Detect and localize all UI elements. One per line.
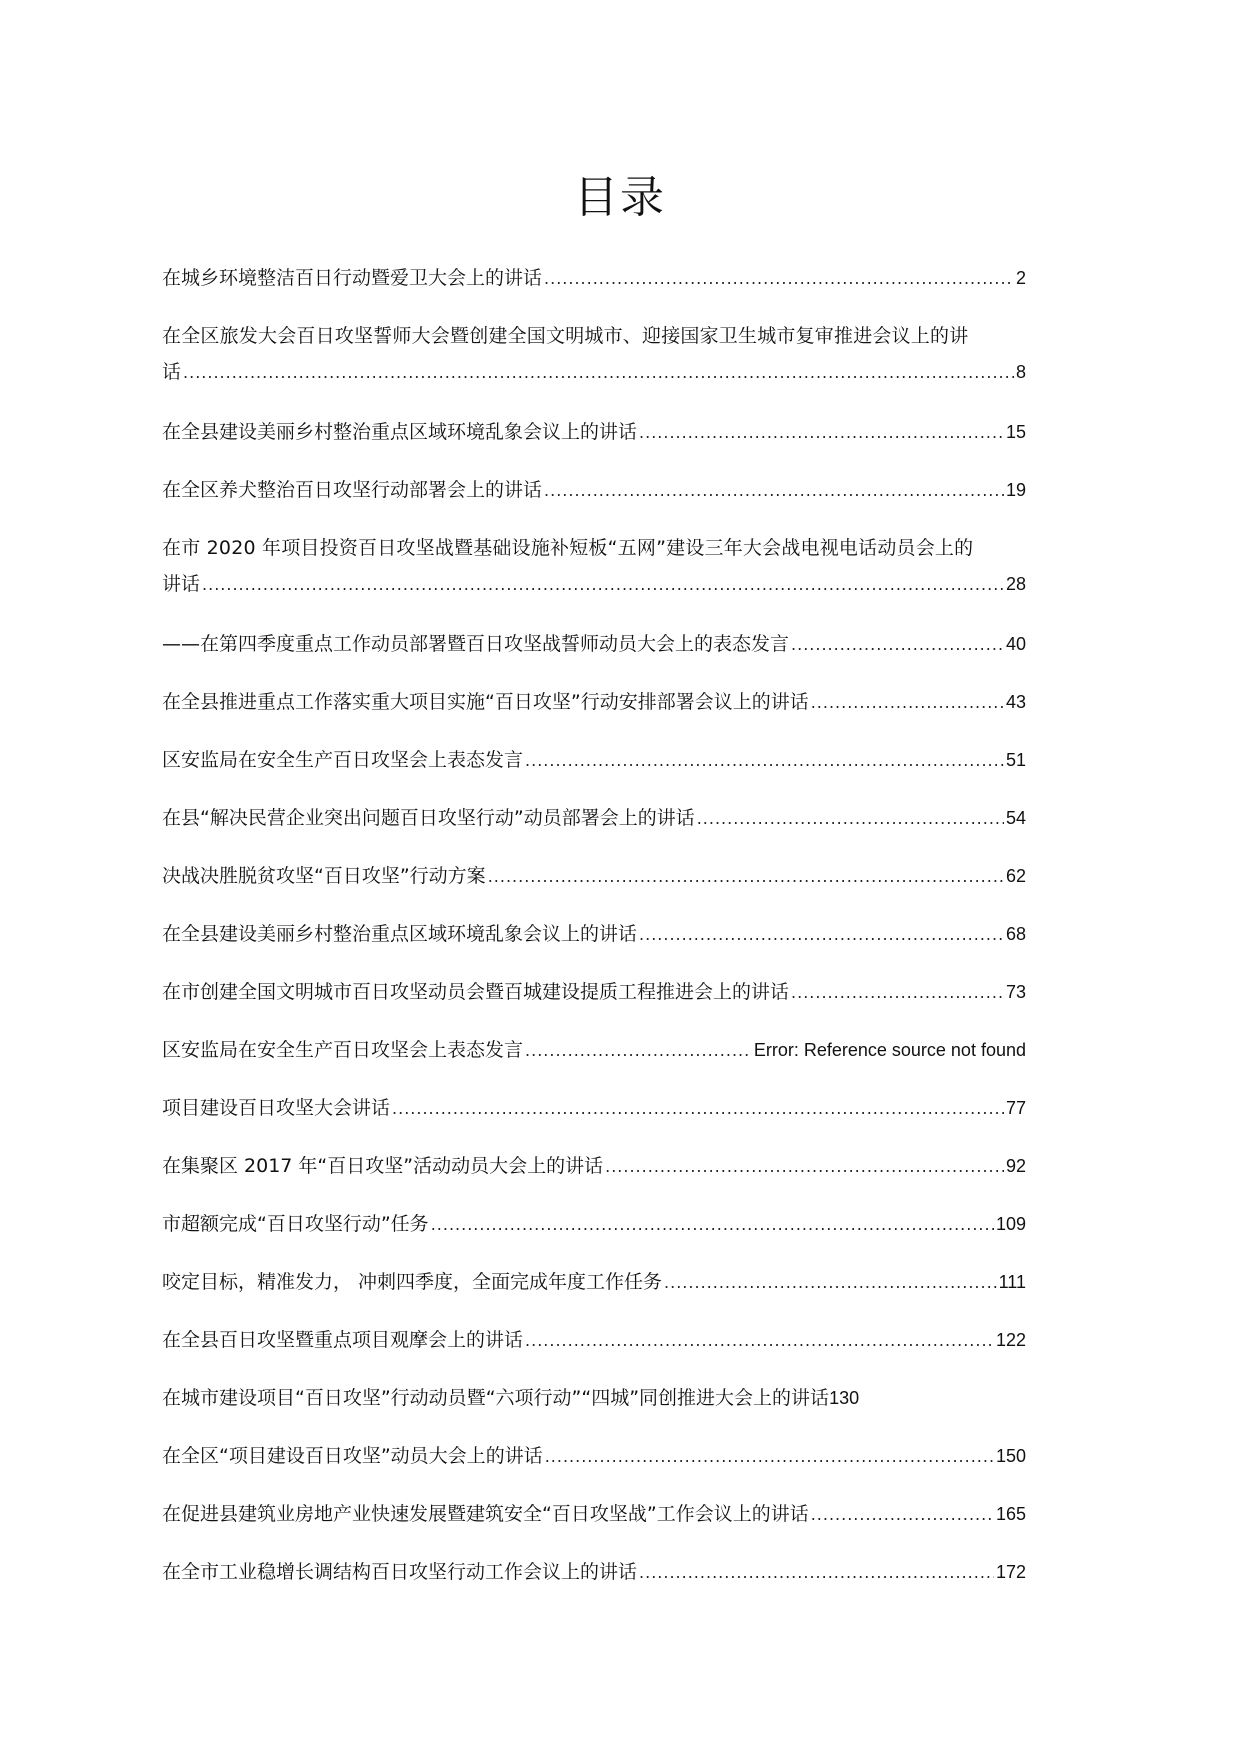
toc-entry-title: 市超额完成“百日攻坚行动”任务 — [162, 1213, 429, 1235]
toc-entry-title: 项目建设百日攻坚大会讲话 — [162, 1097, 391, 1119]
toc-entry-title: 在全县推进重点工作落实重大项目实施“百日攻坚”行动安排部署会议上的讲话 — [162, 691, 809, 713]
dot-leader — [639, 919, 1004, 951]
table-of-contents — [162, 262, 1026, 1614]
dot-leader — [488, 861, 1004, 893]
dot-leader — [811, 1499, 994, 1531]
toc-entry[interactable] — [162, 1092, 1026, 1124]
dot-leader — [664, 1267, 997, 1299]
dot-leader — [639, 1557, 994, 1589]
toc-entry[interactable] — [162, 1034, 1026, 1066]
toc-page-number: 172 — [995, 1562, 1026, 1582]
toc-entry-title-line2: 话 — [162, 361, 182, 383]
toc-entry-title-part: 在全市工业稳增长调结构百日攻坚行动 — [162, 1561, 486, 1583]
dot-leader — [791, 629, 1004, 661]
toc-entry[interactable] — [162, 744, 1026, 776]
toc-entry-title-line1: 在市 2020 年项目投资百日攻坚战暨基础设施补短板“五网”建设三年大会战电视电话动员会上的 — [162, 537, 974, 559]
toc-entry-title-line2: 讲话 — [162, 573, 201, 595]
toc-entry[interactable] — [162, 1150, 1026, 1182]
toc-page-number: 111 — [998, 1272, 1026, 1292]
dot-leader — [525, 1035, 752, 1067]
toc-page-number: 92 — [1005, 1156, 1026, 1176]
toc-entry-title: 在全县百日攻坚暨重点项目观摩会上的讲话 — [162, 1329, 524, 1351]
toc-entry-title: 在集聚区 2017 年“百日攻坚”活动动员大会上的讲话 — [162, 1155, 604, 1177]
toc-entry-title: 区安监局在安全生产百日攻坚会上表态发言 — [162, 1039, 524, 1061]
toc-page-number: 51 — [1005, 750, 1026, 770]
toc-page-number: 15 — [1005, 422, 1026, 442]
toc-entry-title: 在县“解决民营企业突出问题百日攻坚行动”动员部署会上的讲话 — [162, 807, 695, 829]
dot-leader — [545, 1441, 994, 1473]
toc-entry-title: 在市创建全国文明城市百日攻坚动员会暨百城建设提质工程推进会上的讲话 — [162, 981, 790, 1003]
toc-page-number: 130 — [829, 1388, 860, 1408]
dot-leader — [392, 1093, 1004, 1125]
toc-entry[interactable] — [162, 976, 1026, 1008]
dot-leader — [202, 569, 1004, 601]
toc-entry[interactable] — [162, 802, 1026, 834]
toc-page-number: 62 — [1005, 866, 1026, 886]
toc-page-number: 54 — [1005, 808, 1026, 828]
toc-entry[interactable] — [162, 1498, 1026, 1530]
toc-entry[interactable] — [162, 262, 1026, 294]
toc-page-number: 40 — [1005, 634, 1026, 654]
toc-entry[interactable] — [162, 1324, 1026, 1356]
toc-page-number: 73 — [1005, 982, 1026, 1002]
dot-leader — [431, 1209, 994, 1241]
toc-entry[interactable] — [162, 1440, 1026, 1472]
toc-entry[interactable] — [162, 628, 1026, 660]
toc-page-number: 8 — [1015, 362, 1026, 382]
toc-entry[interactable] — [162, 860, 1026, 892]
toc-entry[interactable] — [162, 320, 1026, 388]
toc-entry[interactable] — [162, 1382, 1026, 1414]
dot-leader — [544, 263, 1014, 295]
toc-page-number: 28 — [1005, 574, 1026, 594]
toc-entry[interactable] — [162, 532, 1026, 600]
dot-leader — [525, 745, 1004, 777]
toc-entry[interactable] — [162, 918, 1026, 950]
toc-entry[interactable] — [162, 474, 1026, 506]
toc-page-reference-error: Error: Reference source not found — [753, 1040, 1026, 1060]
page-title: 目录 — [574, 172, 666, 223]
toc-page-number: 165 — [995, 1504, 1026, 1524]
toc-page-number: 150 — [995, 1446, 1026, 1466]
toc-entry-title: ——在第四季度重点工作动员部署暨百日攻坚战誓师动员大会上的表态发言 — [162, 633, 790, 655]
toc-page-number: 122 — [995, 1330, 1026, 1350]
toc-entry-title: 在全区养犬整治百日攻坚行动部署会上的讲话 — [162, 479, 543, 501]
toc-entry-title: 在促进县建筑业房地产业快速发展暨建筑安全“百日攻坚战”工作会议上的讲话 — [162, 1503, 809, 1525]
dot-leader — [525, 1325, 994, 1357]
dot-leader — [811, 687, 1004, 719]
toc-entry-title-line1: 在全区旅发大会百日攻坚誓师大会暨创建全国文明城市、迎接国家卫生城市复审推进会议上的讲 — [162, 325, 969, 347]
dot-leader — [605, 1151, 1004, 1183]
toc-entry[interactable] — [162, 1556, 1026, 1588]
toc-entry[interactable] — [162, 1208, 1026, 1240]
toc-page-number: 68 — [1005, 924, 1026, 944]
toc-entry-title: 决战决胜脱贫攻坚“百日攻坚”行动方案 — [162, 865, 486, 887]
toc-page-number: 2 — [1015, 268, 1026, 288]
dot-leader — [791, 977, 1004, 1009]
toc-entry-title: 在全区“项目建设百日攻坚”动员大会上的讲话 — [162, 1445, 543, 1467]
toc-page-number: 43 — [1005, 692, 1026, 712]
toc-entry[interactable] — [162, 686, 1026, 718]
dot-leader — [544, 475, 1004, 507]
toc-entry-title: 在城市建设项目“百日攻坚”行动动员暨“六项行动”“四城”同创推进大会上的讲话 — [162, 1387, 830, 1409]
toc-page-number: 109 — [995, 1214, 1026, 1234]
dot-leader — [183, 357, 1014, 389]
toc-entry-title-part: 工作会议上的讲话 — [485, 1562, 638, 1583]
toc-entry-title: 在城乡环境整洁百日行动暨爱卫大会上的讲话 — [162, 267, 543, 289]
toc-entry[interactable] — [162, 1266, 1026, 1298]
toc-entry-title: 区安监局在安全生产百日攻坚会上表态发言 — [162, 749, 524, 771]
toc-entry-title: 咬定目标，精准发力， 冲刺四季度，全面完成年度工作任务 — [162, 1271, 663, 1293]
toc-entry-title: 在全县建设美丽乡村整治重点区域环境乱象会议上的讲话 — [162, 923, 638, 945]
toc-page-number: 19 — [1005, 480, 1026, 500]
toc-entry-title — [162, 1556, 637, 1589]
dot-leader — [697, 803, 1004, 835]
toc-entry[interactable] — [162, 416, 1026, 448]
toc-entry-title: 在全县建设美丽乡村整治重点区域环境乱象会议上的讲话 — [162, 421, 638, 443]
dot-leader — [639, 417, 1004, 449]
toc-page-number: 77 — [1005, 1098, 1026, 1118]
